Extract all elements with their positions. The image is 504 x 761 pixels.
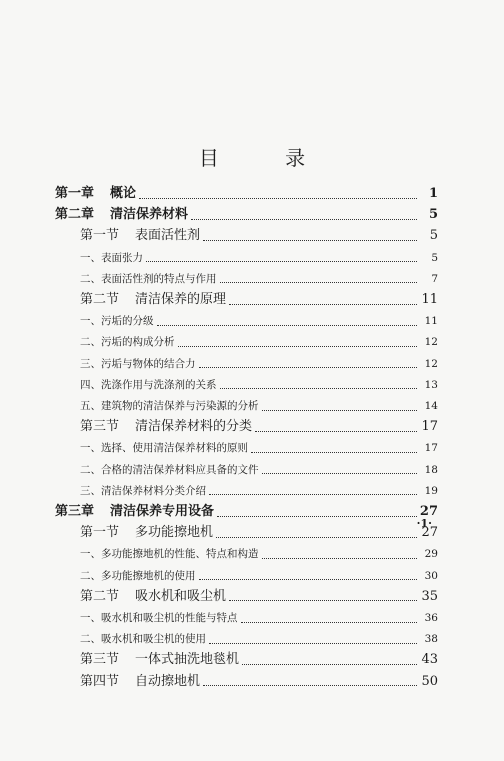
toc-entry-label [80,290,226,310]
toc-entry-title: 清洁保养专用设备 [110,504,215,519]
toc-entry-title: 二、表面活性剂的特点与作用 [80,272,217,285]
toc-entry-label [80,226,200,246]
toc-entry-page: 14 [424,400,438,412]
toc-entry-label [80,629,206,649]
toc-entry-title: 三、清洁保养材料分类介绍 [80,484,206,497]
toc-entry-chapter [55,205,438,225]
toc-entry-label [80,481,206,501]
toc-entry-title: 三、污垢与物体的结合力 [80,357,196,370]
page-number-footer: ·1· [416,517,432,530]
toc-entry-label [80,672,200,692]
toc-entry-chapter [55,184,438,204]
leader-dots [262,558,418,559]
toc-entry-page: 17 [421,419,438,435]
toc-entry-number: 第二节 [80,292,120,307]
toc-entry-page: 35 [421,588,438,604]
toc-entry-title: 二、多功能擦地机的使用 [80,569,196,582]
toc-entry-label [80,354,196,374]
toc-entry-item [80,269,438,289]
toc-entry-page: 29 [424,548,438,561]
toc-entry-item [80,311,438,331]
toc-entry-label [80,311,154,331]
toc-entry-title: 概论 [110,186,137,201]
leader-dots [241,622,418,623]
toc-entry-page: 27 [419,504,438,519]
toc-entry-item [80,629,438,649]
leader-dots [146,261,417,262]
toc-entry-page: 43 [421,652,438,668]
toc-entry-title: 二、合格的清洁保养材料应具备的文件 [80,463,259,476]
toc-entry-label [80,375,217,395]
toc-entry-title: 吸水机和吸尘机 [135,588,227,604]
toc-entry-page: 17 [424,442,438,455]
leader-dots [199,367,418,368]
toc-entry-title: 一、多功能擦地机的性能、特点和构造 [80,548,259,561]
toc-entry-title: 一体式抽洗地毯机 [135,652,240,668]
toc-entry-title: 一、表面张力 [80,251,143,264]
toc-entry-number: 第三章 [55,504,95,519]
toc-entry-chapter [55,502,438,522]
toc-entry-label [80,650,239,670]
leader-dots [229,600,417,601]
toc-entry-label [80,396,259,416]
toc-entry-page: 38 [424,633,438,646]
leader-dots [191,219,417,220]
toc-entry-number: 第一节 [80,525,120,541]
toc-entry-label [80,438,248,458]
toc-entry-label [55,184,136,204]
toc-entry-item [80,248,438,268]
toc-entry-item [80,354,438,374]
toc-entry-page: 11 [421,292,438,307]
toc-entry-title: 多功能擦地机 [135,525,214,541]
toc-entry-section [80,290,438,310]
page-title: 目 录 [198,146,336,170]
leader-dots [217,516,417,517]
toc-entry-title: 清洁保养材料 [110,207,189,223]
toc-entry-number: 第二节 [80,588,120,604]
toc-entry-title: 一、污垢的分级 [80,315,154,328]
toc-entry-number: 第二章 [55,207,95,223]
toc-entry-page: 12 [424,357,438,370]
leader-dots [157,325,418,326]
toc-entry-page: 27 [421,525,438,541]
toc-entry-section [80,226,438,246]
toc-entry-item [80,396,438,416]
leader-dots [199,579,418,580]
toc-entry-label [80,587,226,607]
leader-dots [209,494,417,495]
toc-entry-item [80,460,438,480]
toc-entry-label [80,608,238,628]
leader-dots [203,240,417,241]
toc-entry-page: 50 [421,673,438,689]
toc-entry-number: 第一章 [55,186,95,201]
toc-entry-section [80,417,438,437]
leader-dots [139,198,417,199]
toc-entry-label [55,205,188,225]
toc-entry-page: 7 [431,272,438,285]
leader-dots [209,643,417,644]
toc-entry-item [80,544,438,564]
toc-entry-title: 清洁保养材料的分类 [135,419,253,435]
leader-dots [242,664,417,665]
toc-entry-label [80,417,252,437]
toc-entry-title: 表面活性剂 [135,228,201,244]
toc-entry-number: 第三节 [80,419,120,435]
toc-entry-item [80,438,438,458]
leader-dots [262,473,418,474]
leader-dots [220,388,418,389]
toc-entry-label [80,566,196,586]
toc-entry-title: 四、洗涤作用与洗涤剂的关系 [80,378,217,391]
toc-entry-label [80,248,143,268]
toc-entry-page: 5 [428,207,438,223]
toc-entry-title: 二、污垢的构成分析 [80,336,175,349]
toc-entry-section [80,587,438,607]
toc-entry-section [80,523,438,543]
toc-entry-item [80,566,438,586]
leader-dots [255,431,417,432]
leader-dots [220,282,418,283]
toc-entry-page: 13 [424,378,438,391]
toc-entry-title: 五、建筑物的清洁保养与污染源的分析 [80,400,259,412]
toc-entry-page: 11 [424,315,438,328]
leader-dots [251,452,417,453]
toc-entry-number: 第一节 [80,228,120,244]
toc-entry-item [80,481,438,501]
toc-entry-label [80,332,175,352]
toc-entry-item [80,608,438,628]
toc-entry-page: 5 [431,251,438,264]
toc-entry-label [80,460,259,480]
leader-dots [216,537,417,538]
toc-entry-number: 第四节 [80,673,120,689]
toc-entry-item [80,332,438,352]
toc-entry-page: 30 [424,569,438,582]
toc-entry-page: 19 [424,484,438,497]
toc-entry-label [80,269,217,289]
toc-entry-section [80,672,438,692]
toc-entry-label [80,544,259,564]
toc-entry-page: 5 [429,228,438,244]
toc-entry-title: 二、吸水机和吸尘机的使用 [80,633,206,646]
toc-entry-page: 12 [424,336,438,349]
toc-entry-label [80,523,213,543]
toc-entry-number: 第三节 [80,652,120,668]
leader-dots [178,346,418,347]
toc-entry-page: 36 [424,612,438,624]
toc-entry-page: 1 [428,186,438,201]
toc-entry-page: 18 [424,463,438,476]
toc-entry-title: 一、选择、使用清洁保养材料的原则 [80,442,248,455]
toc-entry-section [80,650,438,670]
leader-dots [203,685,417,686]
leader-dots [229,304,417,305]
toc-entry-title: 一、吸水机和吸尘机的性能与特点 [80,612,238,624]
leader-dots [262,410,418,411]
toc-entry-title: 清洁保养的原理 [135,292,227,307]
toc-entry-label [55,502,214,522]
toc-entry-item [80,375,438,395]
toc-entry-title: 自动擦地机 [135,673,201,689]
